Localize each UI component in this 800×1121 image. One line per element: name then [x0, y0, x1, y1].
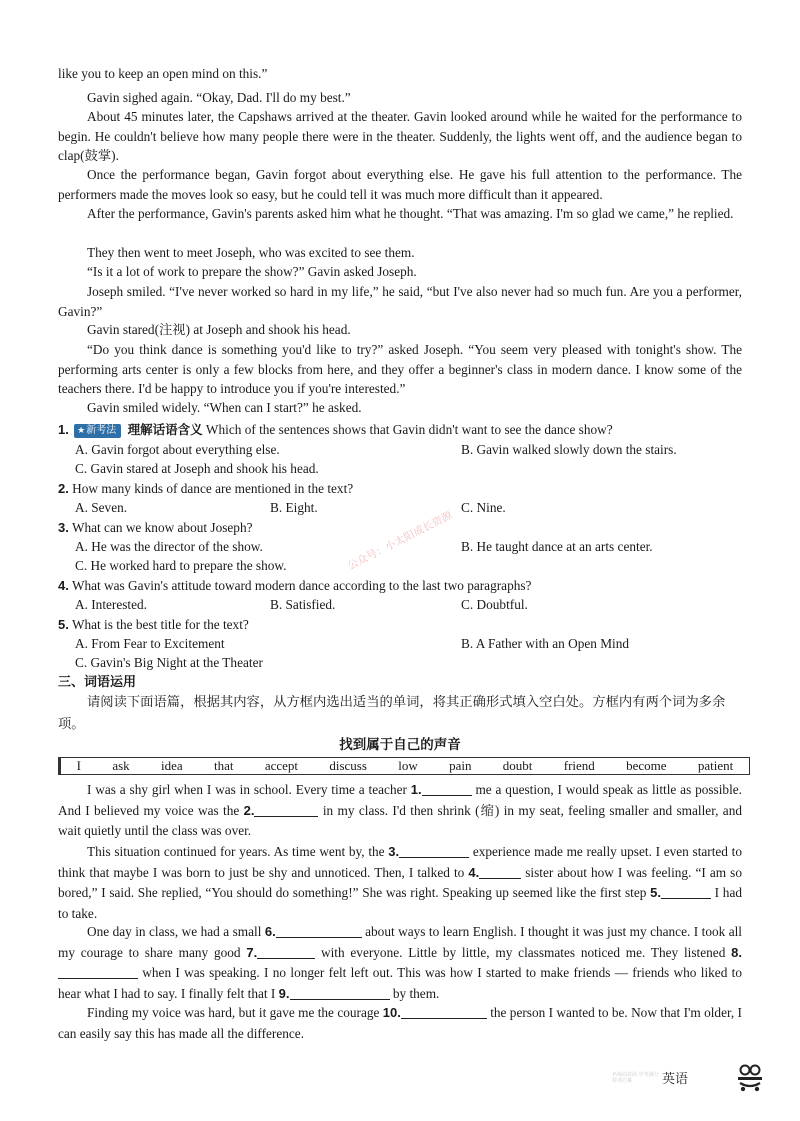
question-2: [58, 479, 748, 499]
option-b: B. A Father with an Open Mind: [461, 636, 630, 651]
option-b: B. Eight.: [270, 500, 318, 515]
option-a: A. Seven.: [75, 500, 128, 515]
cloze-paragraph: [58, 780, 742, 842]
blank-number: 6.: [264, 924, 276, 939]
option-a: A. From Fear to Excitement: [75, 636, 225, 651]
question-number: 4.: [58, 578, 69, 593]
word-bank-box: [58, 757, 750, 775]
cloze-text: experience made me really upset. I even started to think that maybe I was born to just be shy and unnoticed. Then, I talked to: [58, 844, 743, 880]
word-bank-item: accept: [264, 758, 299, 773]
publisher-logo-icon: [736, 1063, 764, 1093]
story-paragraph: like you to keep an open mind on this.”: [58, 66, 268, 81]
story-paragraph: Gavin smiled widely. “When can I start?” he asked.: [87, 400, 362, 415]
option-b: B. Satisfied.: [270, 597, 336, 612]
blank-number: 9.: [278, 985, 290, 1001]
blank-4[interactable]: [479, 865, 521, 879]
word-bank-item: friend: [563, 758, 595, 773]
cloze-text: about ways to learn English. I thought it was just my chance. I took all my courage to share many good: [58, 924, 743, 960]
star-icon: ★: [77, 426, 86, 436]
story-paragraph: “Do you think dance is something you'd like to try?” asked Joseph. “You seem very pleased with tonight's show. The performing arts center is only a few blocks from here, and they offer a beginner's class in modern dance. I know some of the teachers there. I'd be happy to introduce you if you're interested.”: [58, 342, 742, 397]
option-a: A. Interested.: [75, 597, 147, 612]
question-4: [58, 576, 748, 596]
cloze-text: This situation continued for years. As time went by, the: [87, 844, 389, 859]
cloze-text: I was a shy girl when I was in school. Every time a teacher: [87, 782, 411, 797]
option-c: C. He worked hard to prepare the show.: [75, 558, 287, 573]
section-instructions: 请阅读下面语篇，根据其内容，从方框内选出适当的单词，将其正确形式填入空白处。方框内有两个词为多余项。: [58, 695, 726, 732]
word-bank-item: become: [626, 758, 667, 773]
story-paragraph: After the performance, Gavin's parents asked him what he thought. “That was amazing. I'm so glad we came,” he replied.: [87, 206, 734, 221]
word-bank-item: idea: [161, 758, 183, 773]
cloze-text: with everyone. Little by little, my classmates noticed me. They listened: [315, 944, 732, 960]
story-paragraph: “Is it a lot of work to prepare the show?” Gavin asked Joseph.: [87, 264, 417, 279]
footer-subject: 英语: [662, 1072, 689, 1087]
cloze-paragraph: [58, 1003, 742, 1044]
watermark: 公众号：小太阳成长资源: [345, 509, 455, 573]
cloze-text: the person I wanted to be. Now that I'm older, I can easily say this has made all the difference.: [58, 1005, 742, 1041]
blank-6[interactable]: [276, 924, 362, 938]
cloze-text: in my class. I'd then shrink (缩) in my seat, feeling smaller and smaller, and wait quietly until the class was over.: [58, 802, 742, 838]
question-number: 1.: [58, 422, 69, 437]
question-stem: What was Gavin's attitude toward modern dance according to the last two paragraphs?: [71, 578, 532, 593]
option-a: A. Gavin forgot about everything else.: [75, 442, 280, 457]
option-c: C. Gavin stared at Joseph and shook his head.: [75, 461, 319, 476]
cloze-text: me a question, I would speak as little as possible. And I believed my voice was the: [58, 782, 742, 818]
cloze-text: One day in class, we had a small: [87, 924, 265, 939]
question-number: 2.: [58, 481, 69, 496]
story-paragraph: About 45 minutes later, the Capshaws arrived at the theater. Gavin looked around while he waited for the performance to begin. He couldn't believe how many people there were in the theater. Suddenly, the lights went off, and the audience began to clap(鼓掌).: [58, 109, 742, 164]
question-5: [58, 615, 748, 635]
blank-number: 5.: [650, 885, 661, 900]
blank-number: 1.: [410, 782, 422, 797]
cloze-text: by them.: [389, 985, 440, 1001]
story-paragraph: Once the performance began, Gavin forgot about everything else. He gave his full attention to the performance. The performers made the moves look so easy, but he could tell it was much more difficult than it appeared.: [58, 167, 742, 202]
blank-3[interactable]: [399, 844, 469, 858]
blank-number: 10.: [382, 1005, 401, 1020]
story-paragraph: Gavin stared(注视) at Joseph and shook his head.: [87, 322, 351, 337]
blank-9[interactable]: [290, 986, 390, 1000]
option-b: B. Gavin walked slowly down the stairs.: [461, 442, 677, 457]
word-bank-item: doubt: [502, 758, 533, 773]
question-stem: What can we know about Joseph?: [71, 520, 253, 535]
blank-10[interactable]: [401, 1005, 487, 1019]
option-c: C. Gavin's Big Night at the Theater: [75, 655, 263, 670]
story-paragraph: Gavin sighed again. “Okay, Dad. I'll do my best.”: [87, 90, 351, 105]
option-b: B. He taught dance at an arts center.: [461, 539, 653, 554]
blank-8[interactable]: [58, 965, 138, 979]
word-bank-item: that: [213, 758, 234, 773]
word-bank-item: ask: [112, 758, 130, 773]
cloze-text: when I was speaking. I no longer felt left out. This was how I started to make friends — friends who liked to hear what I had to say. I finally felt that I: [58, 965, 742, 1001]
question-number: 3.: [58, 520, 69, 535]
blank-number: 2.: [243, 802, 255, 818]
word-bank-item: discuss: [329, 758, 367, 773]
question-number: 5.: [58, 617, 69, 632]
blank-number: 3.: [388, 844, 400, 859]
cloze-title: 找到属于自己的声音: [339, 737, 461, 753]
section-heading: 三、词语运用: [58, 675, 137, 690]
cloze-text: Finding my voice was hard, but it gave me the courage: [87, 1005, 383, 1020]
cloze-text: I had to take.: [58, 885, 743, 921]
word-bank-item: I: [76, 758, 81, 773]
option-a: A. He was the director of the show.: [75, 539, 263, 554]
blank-number: 7.: [246, 944, 258, 960]
question-stem: Which of the sentences shows that Gavin didn't want to see the dance show?: [205, 422, 613, 437]
word-bank-item: patient: [697, 758, 734, 773]
question-1: [58, 420, 748, 440]
option-c: C. Nine.: [461, 500, 506, 515]
question-type-label: 理解话语含义: [127, 422, 203, 437]
blank-2[interactable]: [254, 803, 318, 817]
option-c: C. Doubtful.: [461, 597, 528, 612]
question-stem: How many kinds of dance are mentioned in the text?: [72, 481, 354, 496]
cloze-paragraph: [58, 842, 742, 924]
cloze-paragraph: [58, 922, 742, 1004]
word-bank-item: low: [398, 758, 418, 773]
blank-5[interactable]: [661, 885, 711, 899]
story-paragraph: Joseph smiled. “I've never worked so hard in my life,” he said, “but I've also never had so much fun. Are you a performer, Gavin?”: [58, 284, 742, 319]
blank-number: 4.: [468, 864, 480, 880]
blank-7[interactable]: [257, 945, 315, 959]
blank-number: 8.: [731, 944, 742, 960]
new-format-badge: [74, 424, 121, 438]
blank-1[interactable]: [422, 782, 472, 796]
word-bank-item: pain: [449, 758, 472, 773]
badge-label: 新考法: [86, 425, 117, 436]
story-paragraph: They then went to meet Joseph, who was excited to see them.: [87, 245, 415, 260]
footer-series-label: 名师面对面 中考满分特训方案: [612, 1072, 659, 1084]
cloze-text: sister about how I was feeling. “I am so bored,” I said. She replied, “You should do something!” She was right. Speaking up seemed like the first step: [58, 864, 742, 900]
question-stem: What is the best title for the text?: [71, 617, 249, 632]
